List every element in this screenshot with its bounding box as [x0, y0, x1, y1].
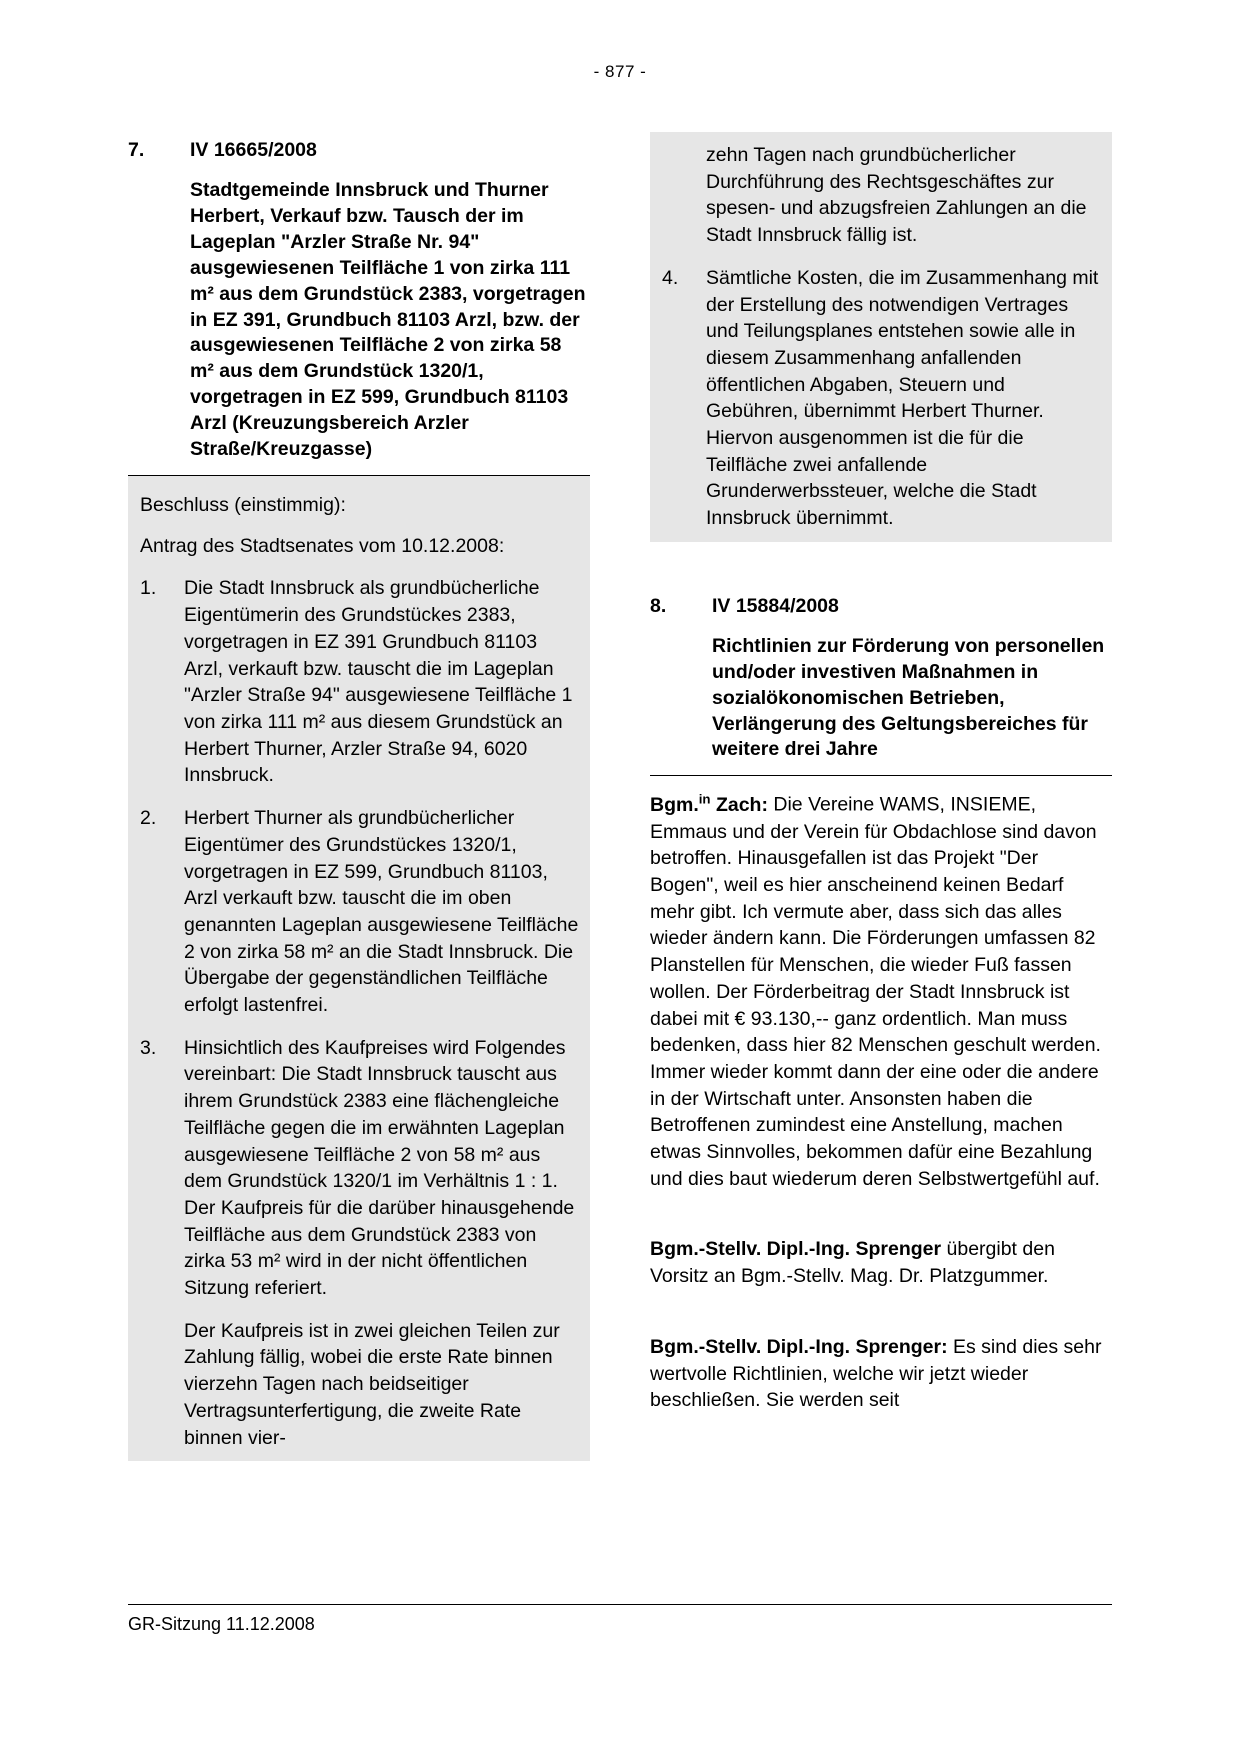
- agenda-item-8-header: [650, 588, 1112, 620]
- point-1-number: 1.: [140, 577, 157, 600]
- decision-line: Beschluss (einstimmig):: [140, 494, 346, 517]
- speech-zach: [650, 790, 1112, 1192]
- continuation-text: zehn Tagen nach grundbücherlicher Durchführung des Rechtsgeschäftes zur spesen- und abzugsfreien Zahlungen an die Stadt Innsbruck fällig ist.: [706, 144, 1087, 247]
- point-3-number: 3.: [140, 1036, 157, 1059]
- speech-sprenger-handover: [650, 1236, 1112, 1289]
- spacer-1: [650, 542, 1112, 588]
- page-number: - 877 -: [593, 62, 647, 81]
- page-footer: [128, 1604, 1112, 1635]
- agenda-item-7-header: [128, 132, 590, 164]
- motion-line: Antrag des Stadtsenates vom 10.12.2008:: [140, 534, 505, 557]
- speaker-name-sprenger-2: Bgm.-Stellv. Dipl.-Ing. Sprenger:: [650, 1335, 948, 1358]
- agenda-item-8-title: Richtlinien zur Förderung von personellen und/oder investiven Maßnahmen in sozialökonomischen Betrieben, Verlängerung des Geltungsbereiches für weitere drei Jahre: [712, 634, 1105, 761]
- agenda-item-7-number: 7.: [128, 139, 145, 161]
- numbered-point-2: [140, 805, 580, 1019]
- point-2-number: 2.: [140, 807, 157, 830]
- point-3-continuation: Der Kaufpreis ist in zwei gleichen Teilen zur Zahlung fällig, wobei die erste Rate binnen vierzehn Tagen nach beidseitiger Vertragsunterfertigung, die zweite Rate binnen vier-: [184, 1319, 560, 1449]
- spacer-2: [650, 1192, 1112, 1222]
- speaker-zach-superscript: in: [698, 791, 711, 807]
- point-4-text: Sämtliche Kosten, die im Zusammenhang mit der Erstellung des notwendigen Vertrages und Teilungsplanes entstehen sowie alle in diesem Zusammenhang anfallenden öffentlichen Abgaben, Steuern und Gebühren, übernimmt Herbert Thurner. Hiervon ausgenommen ist die für die Teilfläche zwei anfallende Grunderwerbssteuer, welche die Stadt Innsbruck übernimmt.: [706, 266, 1099, 530]
- speech-sprenger-handover-text: übergibt den Vorsitz an Bgm.-Stellv. Mag. Dr. Platzgummer.: [650, 1238, 1055, 1288]
- spacer-3: [650, 1290, 1112, 1320]
- speech-sprenger-text: Es sind dies sehr wertvolle Richtlinien, welche wir jetzt wieder beschließen. Sie werden seit: [650, 1335, 1102, 1412]
- point-2-text: Herbert Thurner als grundbücherlicher Eigentümer des Grundstückes 1320/1, vorgetragen in EZ 599, Grundbuch 81103, Arzl verkauft bzw. tauscht die im oben genannten Lageplan ausgewiesene Teilfläche 2 von zirka 58 m² an die Stadt Innsbruck. Die Übergabe der gegenständlichen Teilfläche erfolgt lastenfrei.: [184, 807, 579, 1017]
- speech-sprenger: [650, 1334, 1112, 1414]
- agenda-item-8-id: IV 15884/2008: [712, 594, 839, 617]
- speech-zach-text: Die Vereine WAMS, INSIEME, Emmaus und der Verein für Obdachlose sind davon betroffen. Hinausgefallen ist das Projekt "Der Bogen", weil es hier anscheinend keinen Bedarf mehr gibt. Ich vermute aber, dass sich das alles wieder ändern kann. Die Förderungen umfassen 82 Planstellen für Menschen, die wieder Fuß fassen wollen. Der Förderbeitrag der Stadt Innsbruck ist dabei mit € 93.130,-- ganz ordentlich. Man muss bedenken, dass hier 82 Menschen geschult werden. Immer wieder kommt dann der eine oder die andere in der Wirtschaft unter. Ansonsten haben die Betroffenen zumindest eine Anstellung, machen etwas Sinnvolles, bekommen dafür eine Bezahlung und dies baut wiederum deren Selbstwertgefühl auf.: [650, 793, 1101, 1190]
- point-1-text: Die Stadt Innsbruck als grundbücherliche Eigentümerin des Grundstückes 2383, vorgetragen in EZ 391 Grundbuch 81103 Arzl, verkauft bzw. tauscht die im Lageplan "Arzler Straße 94" ausgewiesene Teilfläche 1 von zirka 111 m² aus diesem Grundstück an Herbert Thurner, Arzler Straße 94, 6020 Innsbruck.: [184, 577, 573, 787]
- divider-rule-2: [650, 775, 1112, 776]
- numbered-point-3: [140, 1035, 580, 1302]
- agenda-item-7-body: [128, 476, 590, 1461]
- agenda-item-7-id: IV 16665/2008: [190, 139, 317, 161]
- numbered-point-4: [662, 265, 1102, 532]
- speaker-name-zach: [650, 791, 768, 816]
- numbered-point-1: [140, 575, 580, 789]
- agenda-item-7-title: Stadtgemeinde Innsbruck und Thurner Herbert, Verkauf bzw. Tausch der im Lageplan "Arzler Straße Nr. 94" ausgewiesenen Teilfläche 1 von zirka 111 m² aus dem Grundstück 2383, vorgetragen in EZ 391, Grundbuch 81103 Arzl, bzw. der ausgewiesenen Teilfläche 2 von zirka 58 m² aus dem Grundstück 1320/1, vorgetragen in EZ 599, Grundbuch 81103 Arzl (Kreuzungsbereich Arzler Straße/Kreuzgasse): [190, 178, 586, 461]
- continuation-block: [650, 132, 1112, 542]
- right-column: [650, 132, 1112, 1461]
- footer-text: GR-Sitzung 11.12.2008: [128, 1614, 315, 1634]
- point-4-number: 4.: [662, 266, 679, 289]
- left-column: [128, 132, 590, 1461]
- speaker-zach-prefix: Bgm.: [650, 793, 699, 816]
- agenda-item-8-number: 8.: [650, 594, 667, 617]
- speaker-name-sprenger-1: Bgm.-Stellv. Dipl.-Ing. Sprenger: [650, 1238, 942, 1261]
- two-column-layout: [128, 132, 1112, 1461]
- speaker-zach-rest: Zach:: [710, 793, 768, 816]
- point-3-text: Hinsichtlich des Kaufpreises wird Folgendes vereinbart: Die Stadt Innsbruck tauscht aus ihrem Grundstück 2383 eine flächengleiche Teilfläche gegen die im erwähnten Lageplan ausgewiesene Teilfläche 2 von 58 m² aus dem Grundstück 1320/1 im Verhältnis 1 : 1. Der Kaufpreis für die darüber hinausgehende Teilfläche aus dem Grundstück 2383 von zirka 53 m² wird in der nicht öffentlichen Sitzung referiert.: [184, 1036, 575, 1300]
